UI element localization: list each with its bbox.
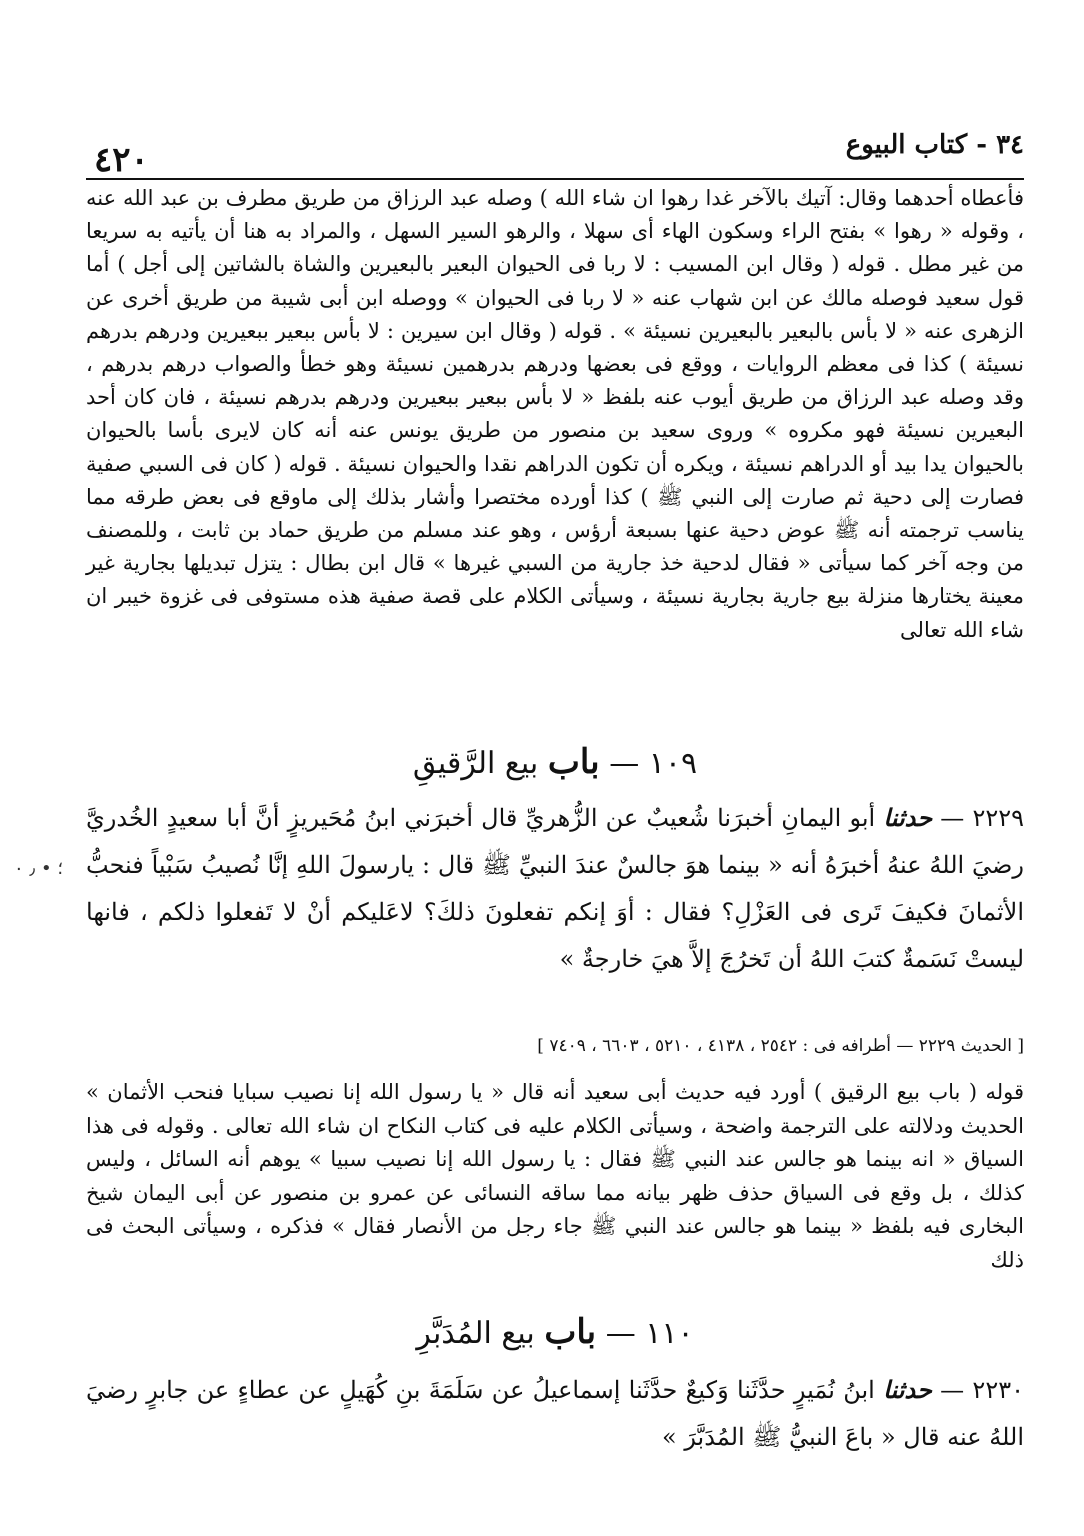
chapter-title: بيع المُدَبَّرِ bbox=[416, 1316, 535, 1351]
hadith-number: ٢٢٣٠ — bbox=[940, 1376, 1024, 1404]
hadith-cross-references bbox=[420, 1032, 1024, 1060]
hadith-number: ٢٢٢٩ — bbox=[940, 804, 1025, 832]
chapter-word: باب bbox=[544, 1312, 597, 1352]
haddathana-word: حدثنا bbox=[883, 803, 933, 832]
commentary-top bbox=[86, 182, 1024, 647]
running-title: ٣٤ - كتاب البيوع bbox=[845, 130, 1024, 160]
chapter-heading-110 bbox=[86, 1310, 1024, 1356]
chapter-word: باب bbox=[547, 742, 600, 782]
chapter-number: ١١٠ — bbox=[605, 1316, 694, 1351]
commentary-bottom bbox=[86, 1076, 1024, 1278]
cross-reference-text: [ الحديث ٢٢٢٩ — أطرافه فى : ٢٥٤٢ ، ٤١٣٨ ، ٥٢١٠ ، ٦٦٠٣ ، ٧٤٠٩ ] bbox=[537, 1036, 1024, 1056]
chapter-heading-109 bbox=[86, 740, 1024, 786]
page-header bbox=[86, 128, 1024, 180]
page-number: ٤٢٠ bbox=[94, 140, 149, 180]
hadith-text: ابنُ نُمَيرٍ حدَّثَنا وَكيعٌ حدَّثَنا إسماعيلُ عن سَلَمَةَ بنِ كُهَيلٍ عن عطاءٍ عن جابرٍ رضيَ اللهُ عنه قال « باعَ النبيُّ ﷺ المُدَبَّرَ » bbox=[86, 1376, 1024, 1451]
commentary-top-text: فأعطاه أحدهما وقال: آتيك بالآخر غدا رهوا ان شاء الله ) وصله عبد الرزاق من طريق مطرف بن عبد الله عنه ، وقوله « رهوا » بفتح الراء وسكون الهاء أى سهلا ، والرهو السير السهل ، والمراد به هنا أن يأتيه به سريعا من غير مطل . قوله ( وقال ابن المسيب : لا ربا فى الحيوان البعير بالبعيرين والشاة بالشاتين إلى أجل ) أما قول سعيد فوصله مالك عن ابن شهاب عنه « لا ربا فى الحيوان » ووصله ابن أبى شيبة من طريق أخرى عن الزهرى عنه « لا بأس بالبعير بالبعيرين نسيئة » . قوله ( وقال ابن سيرين : لا بأس ببعير ببعيرين ودرهم بدرهم نسيئة ) كذا فى معظم الروايات ، ووقع فى بعضها ودرهم بدرهمين نسيئة وهو خطأ والصواب درهم بدرهم ، وقد وصله عبد الرزاق من طريق أيوب عنه بلفظ « لا بأس ببعير ببعيرين ودرهم بدرهم نسيئة ، فان كان أحد البعيرين نسيئة فهو مكروه » وروى سعيد بن منصور من طريق يونس عنه أنه كان لايرى بأسا بالحيوان بالحيوان يدا بيد أو الدراهم نسيئة ، ويكره أن تكون الدراهم نقدا والحيوان نسيئة . قوله ( كان فى السبي صفية فصارت إلى دحية ثم صارت إلى النبي ﷺ ) كذا أورده مختصرا وأشار بذلك إلى ماوقع فى بعض طرقه مما يناسب ترجمته أنه ﷺ عوض دحية عنها بسبعة أرؤس ، وهو عند مسلم من طريق حماد بن ثابت ، وللمصنف من وجه آخر كما سيأتى « فقال لدحية خذ جارية من السبي غيرها » قال ابن بطال : يتزل تبديلها بجارية غير معينة يختارها منزلة بيع جارية بجارية نسيئة ، وسيأتى الكلام على قصة صفية هذه مستوفى فى غزوة خيبر ان شاء الله تعالى bbox=[86, 186, 1024, 642]
chapter-number: ١٠٩ — bbox=[609, 746, 698, 781]
hadith-2229 bbox=[86, 794, 1024, 983]
haddathana-word: حدثنا bbox=[883, 1375, 932, 1404]
hadith-2230 bbox=[86, 1366, 1024, 1461]
marginal-ink-marks: ؛ • ٫ ٠ bbox=[14, 858, 64, 879]
commentary-bottom-text: قوله ( باب بيع الرقيق ) أورد فيه حديث أبى سعيد أنه قال « يا رسول الله إنا نصيب سبايا فنحب الأثمان » الحديث ودلالته على الترجمة واضحة ، وسيأتى الكلام عليه فى كتاب النكاح ان شاء الله تعالى . وقوله فى هذا السياق « انه بينما هو جالس عند النبي ﷺ فقال : يا رسول الله إنا نصيب سبيا » يوهم أنه السائل ، وليس كذلك ، بل وقع فى السياق حذف ظهر بيانه مما ساقه النسائى عن عمرو بن منصور عن أبى اليمان شيخ البخارى فيه بلفظ « بينما هو جالس عند النبي ﷺ جاء رجل من الأنصار فقال » فذكره ، وسيأتى البحث فى ذلك bbox=[86, 1080, 1024, 1272]
chapter-title: بيع الرَّقيقِ bbox=[412, 746, 539, 781]
hadith-text: أبو اليمانِ أخبرَنا شُعيبٌ عن الزُّهريِّ قال أخبرَني ابنُ مُحَيريزٍ أنَّ أبا سعيدٍ الخُدريَّ رضيَ اللهُ عنهُ أخبرَهُ أنه « بينما هوَ جالسٌ عندَ النبيِّ ﷺ قال : يارسولَ اللهِ إنَّا نُصيبُ سَبْياً فنحبُّ الأثمانَ فكيفَ تَرى فى العَزْلِ؟ فقال : أوَ إنكم تفعلونَ ذلكَ؟ لاعَليكم أنْ لا تَفعلوا ذلكم ، فانها ليستْ نَسَمةٌ كتبَ اللهُ أن تَخرُجَ إلاَّ هيَ خارجةٌ » bbox=[86, 804, 1025, 973]
